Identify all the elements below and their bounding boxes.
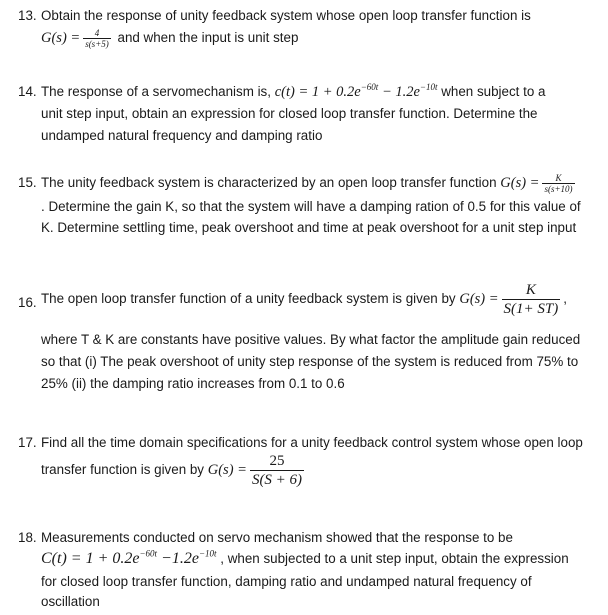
- formula: [275, 84, 438, 100]
- question-text: so that (i) The peak overshoot of unity step response of the system is reduced from 75% to: [41, 354, 579, 369]
- formula-base: C(t) = 1 + 0.2e: [41, 550, 140, 567]
- formula-lhs: G(s) =: [207, 462, 247, 479]
- question-text: transfer function is given by: [41, 462, 205, 478]
- question-number: 14.: [18, 84, 37, 99]
- fraction-denominator: s(s+5): [85, 38, 109, 49]
- fraction-numerator: 25: [250, 452, 304, 471]
- formula-exponent: −60t: [139, 548, 158, 559]
- fraction-denominator: s(s+10): [544, 183, 573, 194]
- formula-lhs: G(s) =: [459, 291, 499, 308]
- formula-mid: − 1.2e: [378, 84, 420, 100]
- question-formula-line: [41, 452, 307, 489]
- question-text: unit step input, obtain an expression for closed loop transfer function. Determine the: [41, 106, 538, 121]
- fraction-numerator: K: [542, 173, 574, 184]
- formula-base: c(t) = 1 + 0.2e: [274, 84, 361, 100]
- formula-exponent: −10t: [419, 82, 438, 93]
- formula-fraction: [250, 452, 304, 489]
- question-formula-line: [41, 81, 545, 103]
- formula: [41, 550, 217, 567]
- fraction-numerator: 4: [83, 28, 111, 39]
- question-text: undamped natural frequency and damping ratio: [41, 128, 323, 143]
- question-number: 15.: [18, 175, 37, 190]
- question-text: K. Determine settling time, peak overshoot and time at peak overshoot for a unit step input: [41, 220, 577, 235]
- formula-mid: −1.2e: [157, 550, 199, 567]
- question-text: , when subjected to a unit step input, obtain the expression: [220, 551, 569, 566]
- formula-fraction: [542, 173, 574, 194]
- question-formula-line: [41, 172, 578, 194]
- question-text: Measurements conducted on servo mechanism showed that the response to be: [41, 530, 513, 545]
- question-text: oscillation: [41, 594, 100, 609]
- question-text: The response of a servomechanism is,: [41, 84, 271, 99]
- question-text: The open loop transfer function of a unity feedback system is given by: [41, 291, 456, 307]
- question-text: when subject to a: [441, 84, 546, 99]
- question-text: and when the input is unit step: [117, 30, 299, 45]
- question-formula-line: [41, 548, 569, 570]
- question-text: 25% (ii) the damping ratio increases from 0.1 to 0.6: [41, 376, 345, 391]
- fraction-denominator: S(S + 6): [251, 472, 303, 488]
- question-formula-line: [41, 27, 298, 49]
- question-number: 18.: [18, 530, 37, 545]
- question-formula-line: [41, 281, 567, 318]
- question-number: 16.: [18, 295, 37, 310]
- question-text: Find all the time domain specifications for a unity feedback control system whose open loop: [41, 435, 583, 450]
- fraction-denominator: S(1+ ST): [503, 301, 559, 317]
- formula-exponent: −10t: [198, 548, 217, 559]
- formula-exponent: −60t: [360, 82, 379, 93]
- fraction-numerator: K: [502, 281, 561, 300]
- formula-fraction: [502, 281, 561, 318]
- question-text: Obtain the response of unity feedback system whose open loop transfer function is: [41, 8, 531, 23]
- question-number: 17.: [18, 435, 37, 450]
- question-text: The unity feedback system is characterized by an open loop transfer function: [41, 175, 497, 190]
- formula-trail: ,: [563, 291, 567, 307]
- question-text: for closed loop transfer function, damping ratio and undamped natural frequency of: [41, 574, 532, 589]
- formula-fraction: [83, 28, 111, 49]
- question-text: . Determine the gain K, so that the system will have a damping ration of 0.5 for this value of: [41, 199, 581, 214]
- formula-lhs: G(s) =: [500, 175, 540, 191]
- question-text: where T & K are constants have positive values. By what factor the amplitude gain reduced: [41, 332, 581, 347]
- question-number: 13.: [18, 8, 37, 23]
- formula-lhs: G(s) =: [41, 30, 81, 46]
